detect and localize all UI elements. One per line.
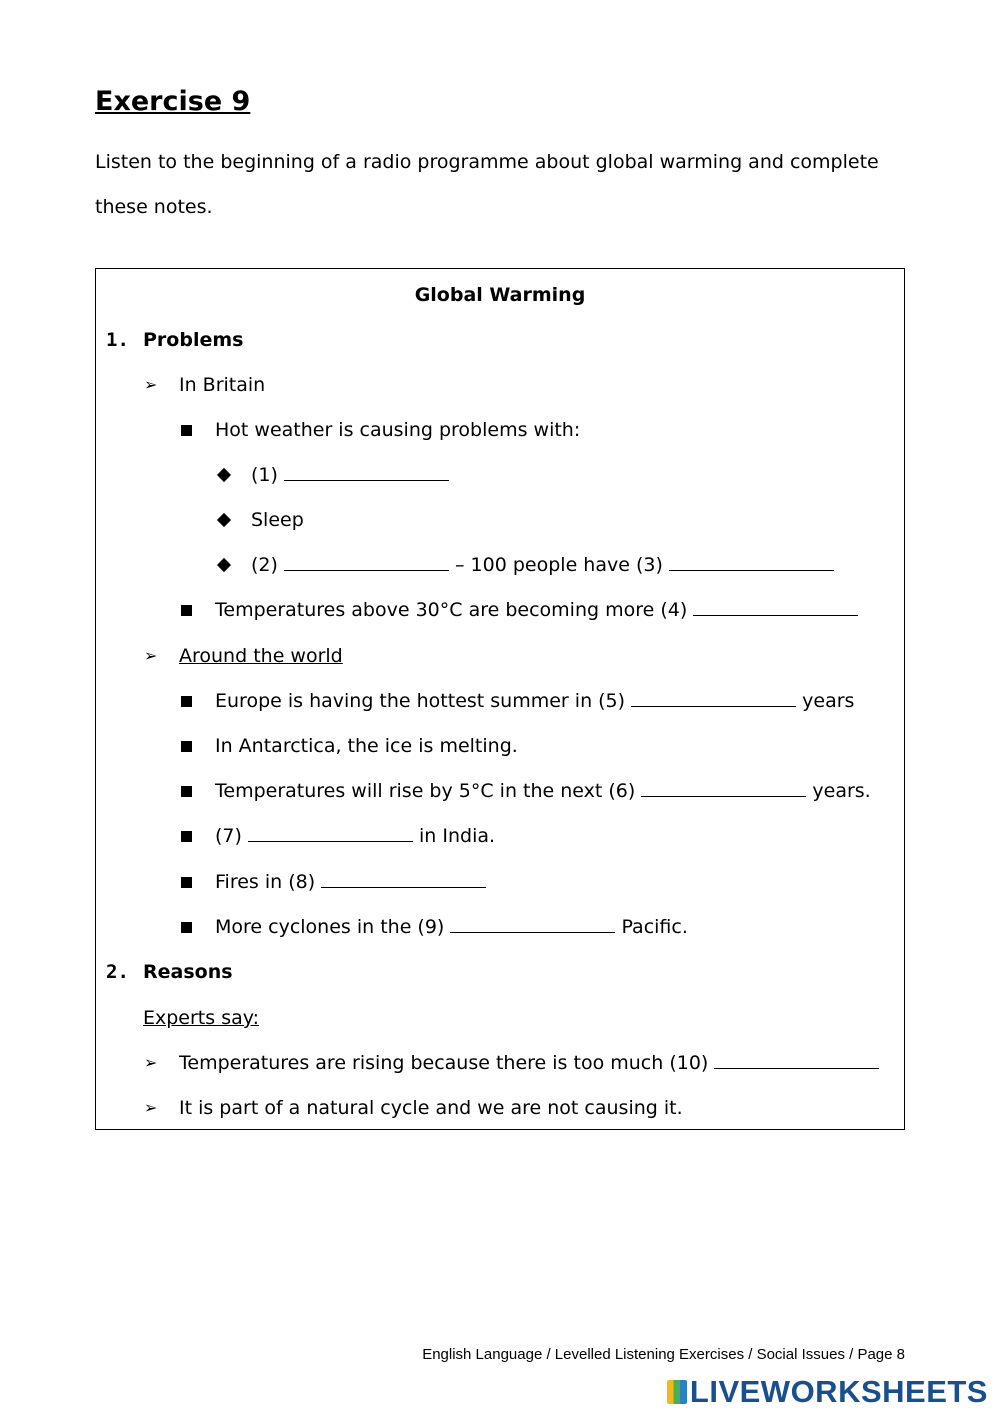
diamond-bullet-icon xyxy=(217,468,231,482)
brand-name: LIVEWORKSHEETS xyxy=(689,1374,988,1409)
live-logo-icon xyxy=(667,1380,687,1404)
answer-blank-6[interactable] xyxy=(641,778,806,797)
item-text: years. xyxy=(812,780,871,802)
item-text: Europe is having the hottest summer in (5) xyxy=(215,690,626,712)
answer-blank-9[interactable] xyxy=(450,914,615,933)
answer-blank-2[interactable] xyxy=(284,552,449,571)
square-bullet-icon xyxy=(181,741,192,752)
section-label: Problems xyxy=(143,329,244,351)
answer-blank-7[interactable] xyxy=(248,823,413,842)
diamond-bullet-icon xyxy=(217,558,231,572)
item-text: More cyclones in the (9) xyxy=(215,916,445,938)
square-bullet-icon xyxy=(181,922,192,933)
arrow-bullet-icon: ➢ xyxy=(144,375,158,394)
answer-blank-1[interactable] xyxy=(284,462,449,481)
item-text: Sleep xyxy=(251,509,304,531)
brand-logo xyxy=(667,1374,988,1410)
section-label: Reasons xyxy=(143,961,233,983)
arrow-bullet-icon: ➢ xyxy=(144,646,158,665)
instructions: Listen to the beginning of a radio programme about global warming and complete these notes. xyxy=(95,151,879,218)
item-text: – 100 people have (3) xyxy=(455,554,663,576)
item-text: In Antarctica, the ice is melting. xyxy=(215,735,518,757)
answer-blank-8[interactable] xyxy=(321,869,486,888)
diamond-bullet-icon xyxy=(217,513,231,527)
section-number: 1. xyxy=(106,329,129,351)
section-number: 2. xyxy=(106,961,129,983)
item-text: (1) xyxy=(251,464,278,486)
answer-blank-5[interactable] xyxy=(631,688,796,707)
notes-title: Global Warming xyxy=(414,284,586,306)
item-text: Temperatures are rising because there is too much (10) xyxy=(179,1052,709,1074)
subheading-label: Around the world xyxy=(179,645,343,667)
item-text: in India. xyxy=(419,825,496,847)
square-bullet-icon xyxy=(181,696,192,707)
item-text: years xyxy=(802,690,855,712)
subheading-label: In Britain xyxy=(179,374,266,396)
answer-blank-3[interactable] xyxy=(669,552,834,571)
answer-blank-4[interactable] xyxy=(693,597,858,616)
answer-blank-10[interactable] xyxy=(714,1050,879,1069)
square-bullet-icon xyxy=(181,605,192,616)
exercise-title: Exercise 9 xyxy=(95,86,251,117)
arrow-bullet-icon: ➢ xyxy=(144,1098,158,1117)
square-bullet-icon xyxy=(181,831,192,842)
item-text: It is part of a natural cycle and we are not causing it. xyxy=(179,1097,683,1119)
square-bullet-icon xyxy=(181,877,192,888)
item-text: (7) xyxy=(215,825,242,847)
item-text: Pacific. xyxy=(621,916,688,938)
arrow-bullet-icon: ➢ xyxy=(144,1053,158,1072)
square-bullet-icon xyxy=(181,425,192,436)
page-footer: English Language / Levelled Listening Exercises / Social Issues / Page 8 xyxy=(422,1346,905,1363)
experts-label: Experts say: xyxy=(143,1007,260,1029)
item-text: Temperatures above 30°C are becoming more (4) xyxy=(215,599,688,621)
item-text: (2) xyxy=(251,554,278,576)
item-text: Hot weather is causing problems with: xyxy=(215,419,581,441)
item-text: Fires in (8) xyxy=(215,871,316,893)
notes-box xyxy=(95,268,905,1130)
item-text: Temperatures will rise by 5°C in the next (6) xyxy=(215,780,636,802)
square-bullet-icon xyxy=(181,786,192,797)
